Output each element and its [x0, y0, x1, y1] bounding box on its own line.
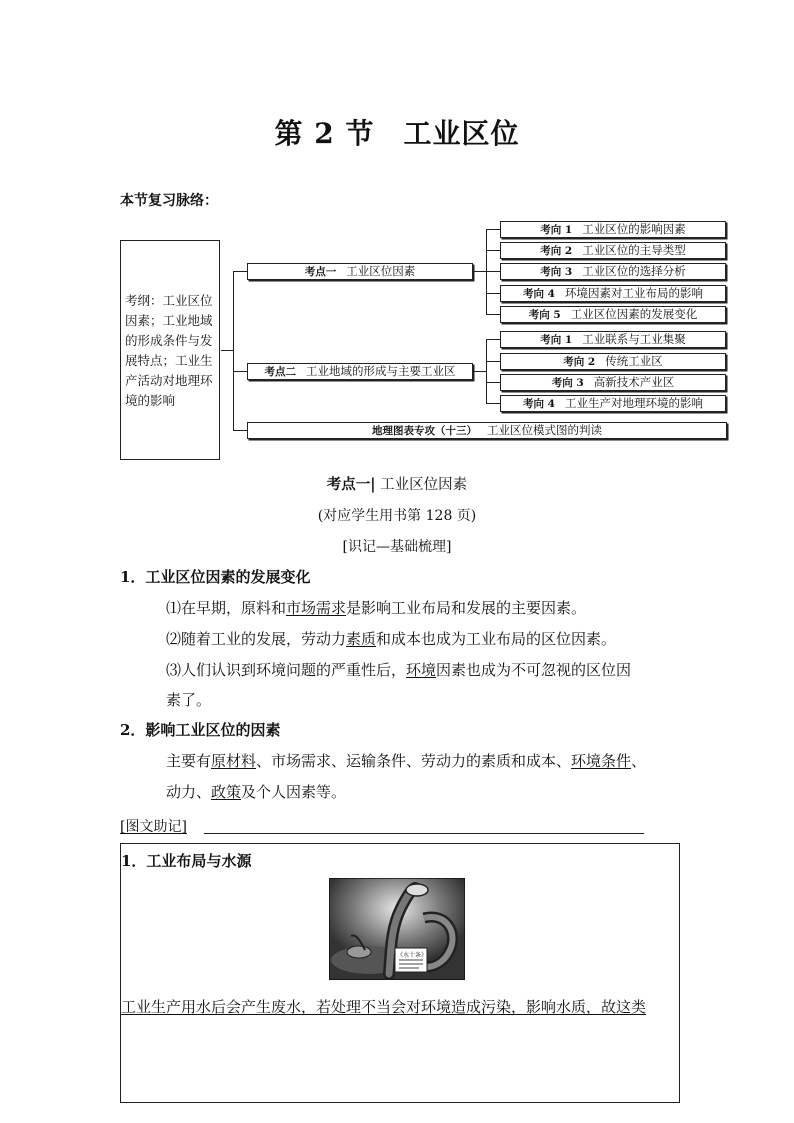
mindmap-special: 地理图表专攻（十三） 工业区位模式图的判读 — [247, 422, 727, 439]
connector — [486, 339, 500, 340]
topic-2-2: 考向 2 传统工业区 — [500, 353, 726, 370]
memo-rule — [204, 833, 644, 834]
topic-1-2: 考向 2 工业区位的主导类型 — [500, 242, 726, 259]
connector — [472, 371, 486, 372]
connector — [486, 314, 500, 315]
mindmap-point2: 考点二 工业地域的形成与主要工业区 — [247, 363, 473, 380]
cartoon-caption: 《水十条》 — [397, 952, 428, 959]
connector — [486, 382, 500, 383]
connector — [486, 339, 487, 404]
connector — [472, 271, 486, 272]
item1-heading: 1．工业区位因素的发展变化 — [120, 568, 311, 586]
connector — [233, 271, 234, 431]
item2-heading: 2．影响工业区位的因素 — [120, 721, 281, 739]
item2-line-1: 主要有原材料、市场需求、运输条件、劳动力的素质和成本、环境条件、 — [166, 752, 647, 770]
mindmap-point1: 考点一 工业区位因素 — [247, 263, 473, 280]
topic-1-5: 考向 5 工业区位因素的发展变化 — [500, 306, 726, 323]
connector — [486, 271, 500, 272]
connector — [486, 229, 500, 230]
connector — [486, 403, 500, 404]
cartoon-illustration — [329, 878, 465, 980]
section-heading: 考点一| 工业区位因素 — [326, 476, 468, 493]
topic-1-4: 考向 4 环境因素对工业布局的影响 — [500, 285, 726, 302]
topic-2-4: 考向 4 工业生产对地理环境的影响 — [500, 395, 726, 412]
topic-2-3: 考向 3 高新技术产业区 — [500, 374, 726, 391]
item1-paragraph-3-cont: 素了。 — [166, 691, 212, 709]
connector — [486, 250, 500, 251]
item1-paragraph-1: ⑴在早期，原料和市场需求是影响工业布局和发展的主要因素。 — [166, 599, 587, 617]
book-reference: (对应学生用书第 128 页) — [317, 508, 477, 524]
memo-text: 工业生产用水后会产生废水，若处理不当会对环境造成污染，影响水质，故这类 — [121, 998, 647, 1016]
memo-box — [120, 843, 680, 1103]
connector — [221, 350, 233, 351]
topic-2-1: 考向 1 工业联系与工业集聚 — [500, 331, 726, 348]
memo-label: [图文助记] — [120, 819, 187, 835]
item1-paragraph-2: ⑵随着工业的发展，劳动力素质和成本也成为工业布局的区位因素。 — [166, 630, 617, 648]
connector — [486, 229, 487, 315]
connector — [233, 371, 247, 372]
item2-line-2: 动力、政策及个人因素等。 — [166, 783, 347, 801]
page-title: 第 2 节 工业区位 — [274, 117, 520, 150]
cartoon-image — [329, 878, 465, 980]
memo-box-heading: 1．工业布局与水源 — [121, 852, 252, 870]
review-label: 本节复习脉络： — [120, 193, 218, 209]
topic-1-1: 考向 1 工业区位的影响因素 — [500, 221, 726, 238]
topic-1-3: 考向 3 工业区位的选择分析 — [500, 263, 726, 280]
section-tag: [识记—基础梳理] — [342, 539, 452, 555]
connector — [233, 430, 247, 431]
connector — [486, 293, 500, 294]
connector — [233, 271, 247, 272]
connector — [486, 361, 500, 362]
item1-paragraph-3: ⑶人们认识到环境问题的严重性后，环境因素也成为不可忽视的区位因 — [166, 661, 632, 679]
syllabus-box: 考纲：工业区位因素；工业地域的形成条件与发展特点；工业生产活动对地理环境的影响 — [120, 240, 220, 460]
